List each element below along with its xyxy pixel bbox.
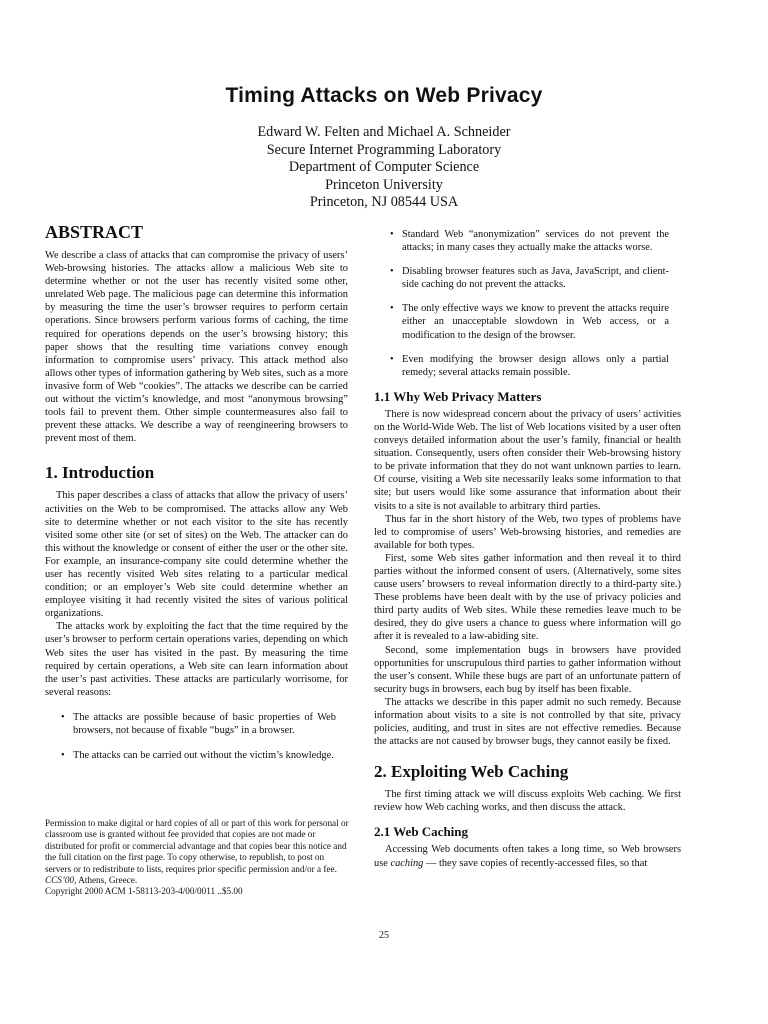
author-city: Princeton, NJ 08544 USA: [309, 194, 459, 211]
list-item-text: Standard Web “anonymization” services do not prevent the attacks; in many cases they actually make the attacks worse.: [402, 229, 669, 254]
abstract-heading: ABSTRACT: [45, 222, 144, 242]
list-item: [45, 749, 348, 762]
intro-paragraph-1: This paper describes a class of attacks that allow the privacy of users’ activities on the Web to be compromised. The attacks allow any Web site to determine whether or not each visitor to the site has recently visited some other site (or set of sites) on the Web. The attacker can do this without the knowledge or consent of either the user or the other site. For example, an insurance-company site could determine whether the user has recently visited Web sites relating to a particular medical condition; or an employer’s Web site could determine whether an employee visiting it had recently visited the sites of various political organizations.: [45, 490, 348, 620]
author-block: [0, 124, 768, 212]
intro-heading: 1. Introduction: [45, 463, 155, 483]
web-caching-heading: 2.1 Web Caching: [374, 824, 469, 840]
caching-text-end: — they save copies of recently-accessed files, so that: [423, 857, 648, 869]
copyright-line: Copyright 2000 ACM 1-58113-203-4/00/0011 ..$5.00: [45, 886, 243, 897]
intro-bullet-list: [45, 711, 348, 762]
list-item-text: Disabling browser features such as Java, JavaScript, and client-side caching do not prevent the attacks.: [402, 266, 669, 291]
reasons-bullet-list: [374, 228, 681, 379]
list-item-text: The only effective ways we know to prevent the attacks require either an unacceptable slowdown in Web access, or a modification to the design of the browser.: [402, 303, 669, 341]
list-item: [374, 302, 681, 341]
left-column: [45, 222, 348, 762]
page-number: 25: [379, 930, 389, 941]
exploit-paragraph-1: The first timing attack we will discuss exploits Web caching. We first review how Web caching works, and then discuss the attack.: [374, 789, 681, 814]
caching-paragraph-1: [374, 843, 681, 869]
bullet-icon: •: [390, 353, 394, 365]
why-paragraph-3: First, some Web sites gather information and then reveal it to third parties without the informed consent of users. (Alternatively, some sites cause users’ browsers to reveal information directly to a third-party site.) These problems have been dealt with by the use of privacy policies and third party audits of Web sites. While these remedies leave much to be desired, they do give users a chance to guess where information will go after it is revealed to a law-abiding site.: [374, 552, 681, 643]
list-item: [374, 228, 681, 254]
list-item: [374, 265, 681, 291]
author-lab: Secure Internet Programming Laboratory: [266, 141, 502, 158]
bullet-icon: •: [61, 750, 65, 762]
right-column: [374, 228, 681, 870]
caching-text-start: Accessing Web documents often takes a long time, so Web browsers use: [374, 844, 681, 869]
venue-name: CCS’00,: [45, 875, 77, 886]
list-item: [45, 711, 348, 737]
list-item-text: The attacks are possible because of basic properties of Web browsers, not because of fixable “bugs” in a browser.: [73, 711, 336, 736]
why-privacy-heading: 1.1 Why Web Privacy Matters: [374, 388, 542, 404]
author-dept: Department of Computer Science: [288, 159, 480, 176]
author-univ: Princeton University: [325, 176, 443, 193]
venue-location: Athens, Greece.: [76, 875, 138, 886]
venue-line: [45, 875, 350, 886]
permission-text: Permission to make digital or hard copies of all or part of this work for personal or classroom use is granted without fee provided that copies are not made or distributed for profit or commercial advantage and that copies bear this notice and the full citation on the first page. To copy otherwise, to republish, to post on servers or to redistribute to lists, requires prior specific permission and/or a fee.: [45, 818, 349, 874]
abstract-text: We describe a class of attacks that can compromise the privacy of users’ Web-browsing histories. The attacks allow a malicious Web site to determine whether or not the user has recently visited some other, unrelated Web page. The malicious page can determine this information by measuring the time the user’s browser requires to perform certain operations. Since browsers perform various forms of caching, the time required for operations depends on the user’s browsing history; this paper shows that the resulting time variations convey enough information to compromise users’ privacy. This attack method also allows other types of information gathering by Web sites, such as a more invasive form of Web “cookies”. The attacks we describe can be carried out without the victim’s knowledge, and most “anonymous browsing” tools fail to prevent them. Other simple countermeasures also fail to prevent these attacks. We describe a way of reengineering browsers to prevent most of them.: [45, 250, 348, 445]
bullet-icon: •: [390, 303, 394, 315]
list-item-text: The attacks can be carried out without the victim’s knowledge.: [73, 750, 334, 762]
list-item: [374, 353, 681, 379]
bullet-icon: •: [390, 266, 394, 278]
why-paragraph-4: Second, some implementation bugs in browsers have provided opportunities for unscrupulous third parties to gather information without the user’s consent. While these bugs are part of an unfortunate pattern of security bugs in browsers, each bug by itself has been fixable.: [374, 644, 681, 695]
intro-paragraph-2: The attacks work by exploiting the fact that the time required by the user’s browser to perform certain operations varies, depending on which Web sites the user has visited in the past. By measuring the time required by certain operations, a Web site can learn information about the user’s past activities. These attacks are particularly worrisome, for several reasons:: [45, 621, 348, 698]
permission-notice: [45, 818, 350, 898]
bullet-icon: •: [390, 229, 394, 240]
why-paragraph-5: The attacks we describe in this paper admit no such remedy. Because information about visits to a site is not controlled by that site, privacy policies, auditing, and trust in sites are not effective remedies. Because the attacks are not caused by browser bugs, they cannot easily be fixed.: [374, 696, 681, 748]
list-item-text: Even modifying the browser design allows only a partial remedy; several attacks remain possible.: [402, 353, 669, 378]
author-names: Edward W. Felten and Michael A. Schneider: [257, 124, 511, 140]
caching-term: caching: [390, 857, 424, 869]
paper-title: Timing Attacks on Web Privacy: [225, 84, 543, 107]
bullet-icon: •: [61, 711, 65, 723]
why-paragraph-2: Thus far in the short history of the Web, two types of problems have led to compromise of users’ Web-browsing histories, and remedies are available for both types.: [374, 513, 681, 551]
exploit-heading: 2. Exploiting Web Caching: [374, 762, 569, 782]
why-paragraph-1: There is now widespread concern about the privacy of users’ activities on the World-Wide Web. The list of Web locations visited by a user often conveys detailed information about the user’s family, financial or health situation. Consequently, users often consider their Web-browsing history to be private information that they do not want unknown parties to learn. Of course, visiting a Web site necessarily leaks some information to that site; but users would like some assurance that information about their visits to a site is not available to arbitrary third parties.: [374, 408, 681, 512]
